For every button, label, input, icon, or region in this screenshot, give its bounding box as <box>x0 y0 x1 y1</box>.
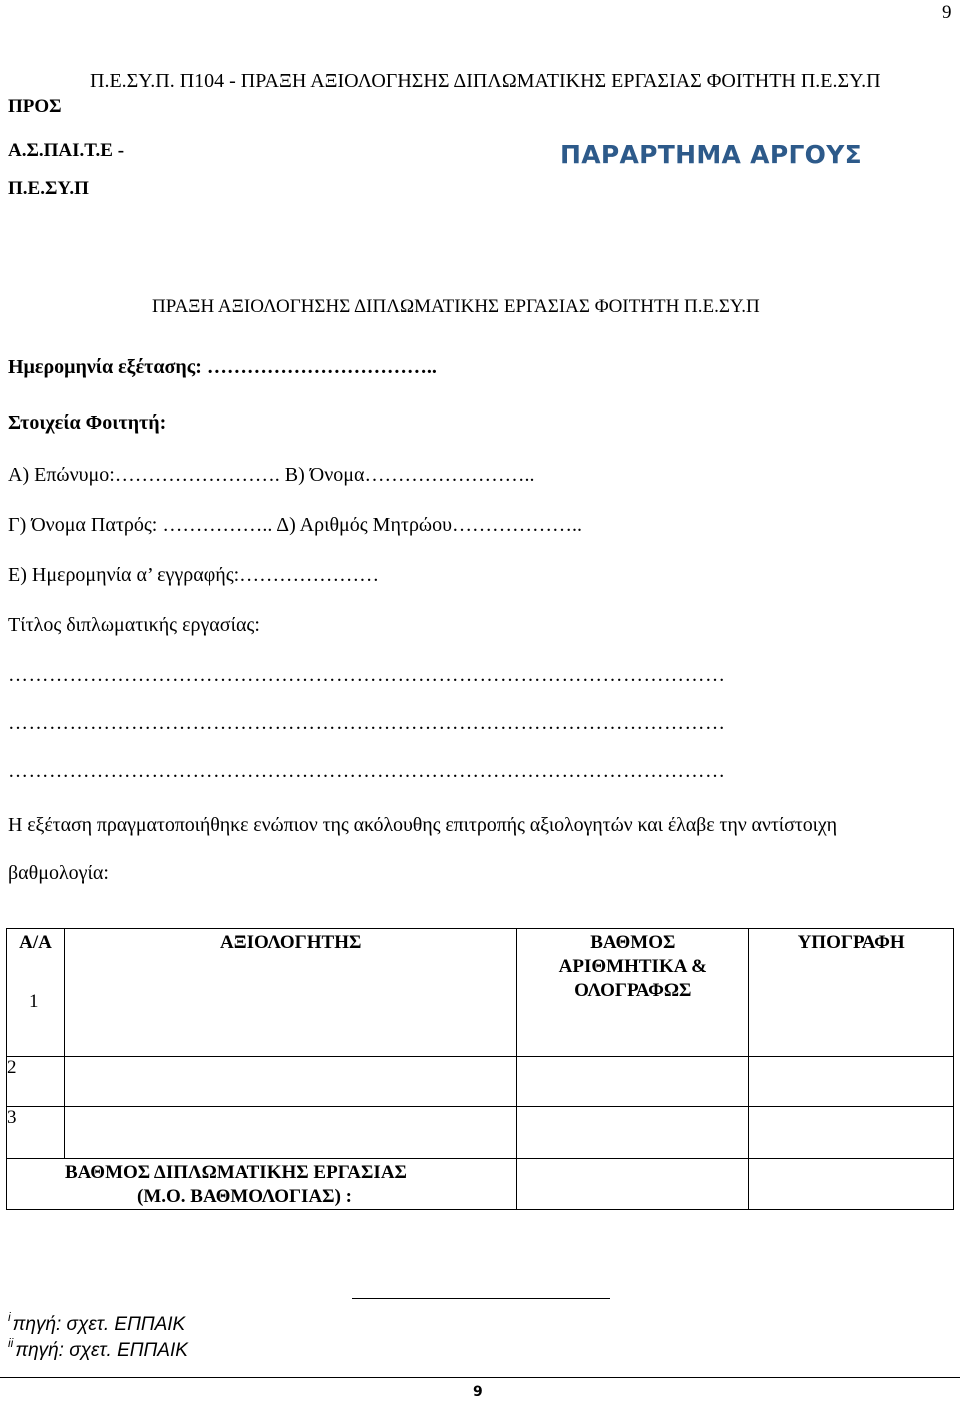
total-grade-cell[interactable] <box>517 1159 749 1210</box>
footnote-marker: ii <box>8 1336 14 1350</box>
signature-cell[interactable] <box>749 1107 954 1159</box>
grade-cell[interactable] <box>517 1057 749 1107</box>
grade-cell[interactable] <box>517 1107 749 1159</box>
footnote-separator <box>352 1298 610 1299</box>
evaluation-table <box>6 928 954 1210</box>
row-number: 3 <box>7 1107 65 1159</box>
footnote <box>8 1336 188 1362</box>
surname-name-fields[interactable]: Α) Επώνυμο:……………………. Β) Όνομα…………………….. <box>8 464 535 486</box>
grade-header-line: ΑΡΙΘΜΗΤΙΚΑ & <box>558 956 707 977</box>
table-cell[interactable] <box>749 929 954 1057</box>
thesis-title-label: Τίτλος διπλωματικής εργασίας: <box>8 614 260 636</box>
total-label: ΒΑΘΜΟΣ ΔΙΠΛΩΜΑΤΙΚΗΣ ΕΡΓΑΣΙΑΣ <box>65 1162 407 1183</box>
table-cell <box>7 929 65 1057</box>
document-subheader: Π.Ε.ΣΥ.Π. Π104 - ΠΡΑΞΗ ΑΞΙΟΛΟΓΗΣΗΣ ΔΙΠΛΩΜΑΤΙΚΗΣ ΕΡΓΑΣΙΑΣ ΦΟΙΤΗΤΗ Π.Ε.ΣΥ.Π <box>90 70 881 92</box>
footer-divider <box>0 1377 960 1378</box>
statement-text: βαθμολογία: <box>8 862 109 884</box>
page-number-bottom: 9 <box>473 1384 483 1400</box>
page-number-top: 9 <box>942 2 952 23</box>
evaluator-cell[interactable] <box>64 1057 517 1107</box>
thesis-title-line[interactable]: …………………………………………………………………………………………… <box>8 760 726 782</box>
grade-header-line: ΟΛΟΓΡΑΦΩΣ <box>574 980 692 1001</box>
table-cell[interactable] <box>517 929 749 1057</box>
thesis-title-line[interactable]: …………………………………………………………………………………………… <box>8 712 726 734</box>
table-row <box>7 929 954 1057</box>
row-number: 1 <box>29 991 39 1012</box>
column-header-aa: Α/Α <box>19 932 52 953</box>
total-label: (Μ.Ο. ΒΑΘΜΟΛΟΓΙΑΣ) : <box>137 1186 353 1207</box>
first-enrollment-date-field[interactable]: Ε) Ημερομηνία α’ εγγραφής:………………… <box>8 564 380 586</box>
table-row <box>7 1159 954 1210</box>
total-label-cell <box>7 1159 517 1210</box>
row-number: 2 <box>7 1057 65 1107</box>
thesis-title-line[interactable]: …………………………………………………………………………………………… <box>8 664 726 686</box>
annex-title: ΠΑΡΑΡΤΗΜΑ ΑΡΓΟΥΣ <box>560 140 863 169</box>
table-row <box>7 1107 954 1159</box>
total-signature-cell[interactable] <box>749 1159 954 1210</box>
statement-text: Η εξέταση πραγματοποιήθηκε ενώπιον της ακόλουθης επιτροπής αξιολογητών και έλαβε την αντίστοιχη <box>8 814 838 836</box>
footnote-text: πηγή: σχετ. ΕΠΠΑΙΚ <box>15 1340 188 1361</box>
table-cell[interactable] <box>64 929 517 1057</box>
signature-cell[interactable] <box>749 1057 954 1107</box>
footnote <box>8 1310 186 1336</box>
recipient-line: Α.Σ.ΠΑΙ.Τ.Ε - <box>8 140 125 161</box>
table-row <box>7 1057 954 1107</box>
footnote-text: πηγή: σχετ. ΕΠΠΑΙΚ <box>12 1314 186 1335</box>
column-header-evaluator: ΑΞΙΟΛΟΓΗΤΗΣ <box>220 932 362 953</box>
father-name-registry-fields[interactable]: Γ) Όνομα Πατρός: …………….. Δ) Αριθμός Μητρώου……………….. <box>8 514 582 536</box>
evaluator-cell[interactable] <box>64 1107 517 1159</box>
grade-header-line: ΒΑΘΜΟΣ <box>590 932 676 953</box>
column-header-signature: ΥΠΟΓΡΑΦΗ <box>797 932 905 953</box>
column-header-grade <box>517 929 748 1003</box>
exam-date-field[interactable]: Ημερομηνία εξέτασης: …………………………….. <box>8 356 437 378</box>
recipient-line: ΠΡΟΣ <box>8 96 62 117</box>
recipient-line: Π.Ε.ΣΥ.Π <box>8 178 89 199</box>
student-section-heading: Στοιχεία Φοιτητή: <box>8 412 167 434</box>
form-title: ΠΡΑΞΗ ΑΞΙΟΛΟΓΗΣΗΣ ΔΙΠΛΩΜΑΤΙΚΗΣ ΕΡΓΑΣΙΑΣ ΦΟΙΤΗΤΗ Π.Ε.ΣΥ.Π <box>152 296 760 317</box>
footnote-marker: i <box>8 1310 11 1324</box>
